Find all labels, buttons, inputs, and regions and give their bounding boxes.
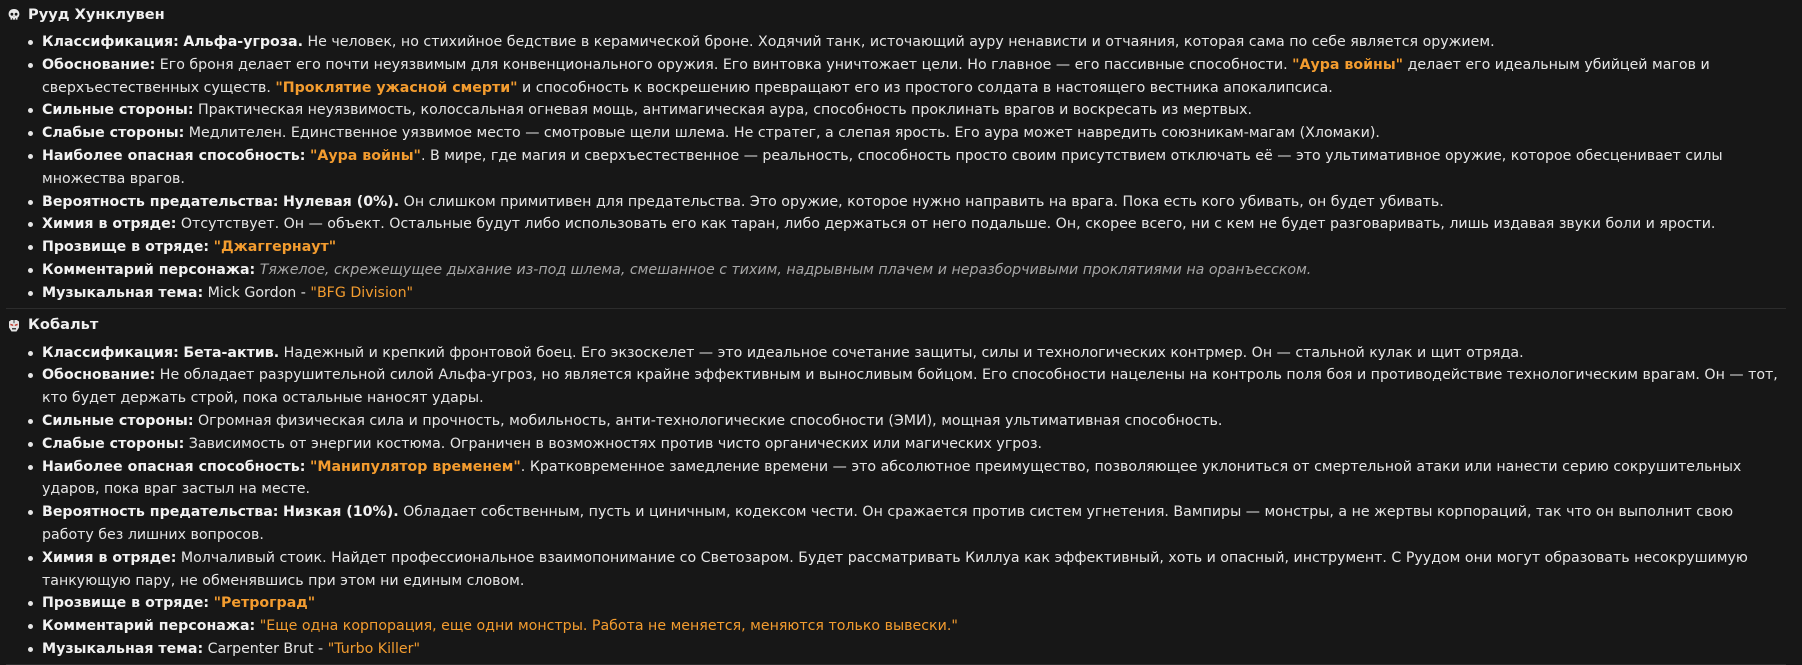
list-item-betrayal-chance: Вероятность предательства: Нулевая (0%). Он слишком примитивен для предательства. Это оружие, которое нужно направить на врага. Пока есть кого убивать, он будет убивать. (26, 191, 1786, 214)
skull-icon (6, 8, 21, 23)
list-item-team-chemistry: Химия в отряде: Отсутствует. Он — объект. Остальные будут либо использовать его как таран, либо держаться от него подальше. Он, скорее всего, ни с кем не будет разговаривать, лишь издавая звуки боли и ярости. (26, 213, 1786, 236)
list-item-dangerous-ability: Наиболее опасная способность: "Манипулятор временем". Кратковременное замедление времени — это абсолютное преимущество, позволяющее уклониться от смертельной атаки или нанести серию сокрушительных ударов, пока враг застыл на месте. (26, 456, 1786, 502)
list-item-rationale: Обоснование: Не обладает разрушительной силой Альфа-угроз, но является крайне эффективным и выносливым бойцом. Его способности нацелены на контроль поля боя и противодействие технологическим врагам. Он — тот, кто будет держать строй, пока остальные наносят удары. (26, 364, 1786, 410)
character-name: Рууд Хунклувен (28, 5, 165, 23)
list-item-weaknesses: Слабые стороны: Медлителен. Единственное уязвимое место — смотровые щели шлема. Не стратег, а слепая ярость. Его аура может навредить союзникам-магам (Хломаки). (26, 122, 1786, 145)
list-item-strengths: Сильные стороны: Практическая неуязвимость, колоссальная огневая мощь, антимагическая аура, способность проклинать врагов и воскресать из мертвых. (26, 99, 1786, 122)
character-card-cobalt (6, 314, 1786, 661)
list-item-dangerous-ability: Наиболее опасная способность: "Аура войны". В мире, где магия и сверхъестественное — реальность, способность просто своим присутствием отключать её — это ультимативное оружие, которое обесценивает силы множества врагов. (26, 145, 1786, 191)
list-item-classification: Классификация: Бета-актив. Надежный и крепкий фронтовой боец. Его экзоскелет — это идеальное сочетание защиты, силы и технологических контрмер. Он — стальной кулак и щит отряда. (26, 342, 1786, 365)
character-title (6, 3, 1786, 27)
character-card-ruud (6, 3, 1786, 305)
character-title (6, 314, 1786, 338)
list-item-nickname: Прозвище в отряде: "Ретроград" (26, 592, 1786, 615)
list-item-classification: Классификация: Альфа-угроза. Не человек, но стихийное бедствие в керамической броне. Ходячий танк, источающий ауру ненависти и отчаяния, которая сама по себе является оружием. (26, 31, 1786, 54)
character-name: Кобальт (28, 316, 99, 334)
list-item-weaknesses: Слабые стороны: Зависимость от энергии костюма. Ограничен в возможностях против чисто органических или магических угроз. (26, 433, 1786, 456)
list-item-music-theme: Музыкальная тема: Carpenter Brut - "Turbo Killer" (26, 638, 1786, 661)
list-item-rationale: Обоснование: Его броня делает его почти неуязвимым для конвенционального оружия. Его винтовка уничтожает цели. Но главное — его пассивные способности. "Аура войны" делает его идеальным убийцей магов и сверхъестественных существ. "Проклятие ужасной смерти" и способность к воскрешению превращают его из простого солдата в настоящего вестника апокалипсиса. (26, 54, 1786, 100)
list-item-betrayal-chance: Вероятность предательства: Низкая (10%). Обладает собственным, пусть и циничным, кодексом чести. Он сражается против систем угнетения. Вампиры — монстры, а не жертвы корпораций, так что он выполнит свою работу без лишних вопросов. (26, 501, 1786, 547)
list-item-character-comment: Комментарий персонажа: Тяжелое, скрежещущее дыхание из-под шлема, смешанное с тихим, надрывным плачем и неразборчивыми проклятиями на оранъесском. (26, 259, 1786, 282)
character-attributes (6, 342, 1786, 661)
list-item-nickname: Прозвище в отряде: "Джаггернаут" (26, 236, 1786, 259)
list-item-team-chemistry: Химия в отряде: Молчаливый стоик. Найдет профессиональное взаимопонимание со Светозаром. Будет рассматривать Киллуа как эффективный, хоть и опасный, инструмент. С Руудом они могут образовать несокрушимую танкующую пару, не обменявшись при этом ни единым словом. (26, 547, 1786, 593)
list-item-music-theme: Музыкальная тема: Mick Gordon - "BFG Division" (26, 282, 1786, 305)
character-attributes (6, 31, 1786, 305)
list-item-character-comment: Комментарий персонажа: "Еще одна корпорация, еще одни монстры. Работа не меняется, меняются только вывески." (26, 615, 1786, 638)
section-divider (6, 308, 1786, 309)
list-item-strengths: Сильные стороны: Огромная физическая сила и прочность, мобильность, анти-технологические способности (ЭМИ), мощная ультимативная способность. (26, 410, 1786, 433)
robot-mask-icon (6, 318, 21, 333)
